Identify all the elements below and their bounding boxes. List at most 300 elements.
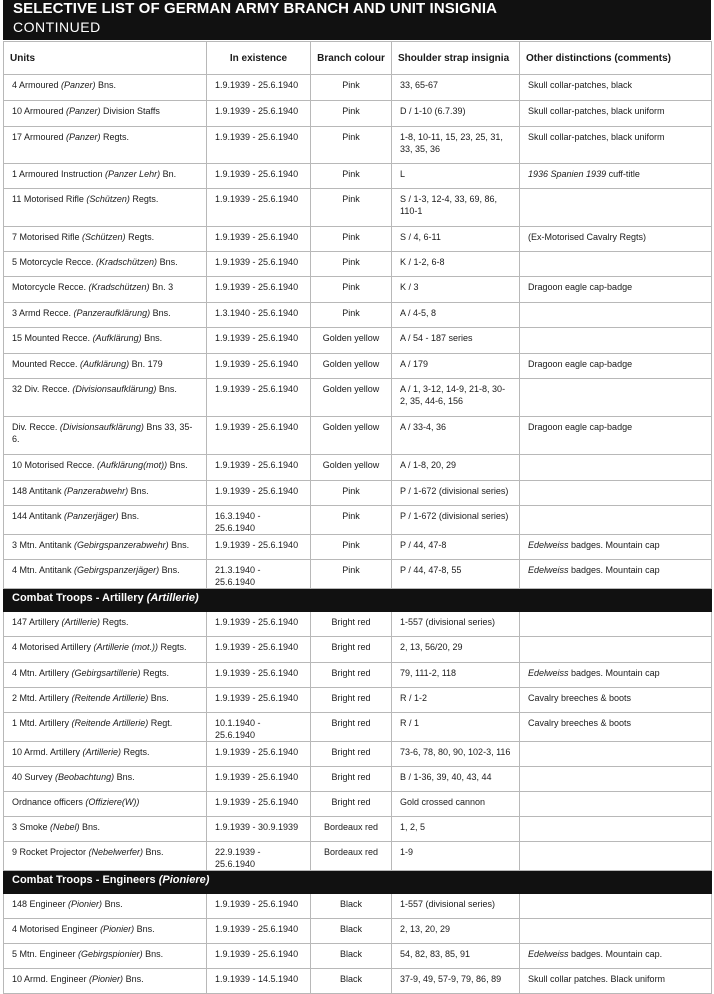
section-label: Combat Troops - Artillery bbox=[12, 592, 147, 604]
cell-existence: 1.9.1939 - 25.6.1940 bbox=[207, 944, 311, 969]
cell-shoulder-strap: L bbox=[392, 164, 520, 189]
unit-german-name: (Artillerie) bbox=[61, 617, 101, 627]
cell-other-distinctions bbox=[520, 354, 712, 379]
cell-other-distinctions bbox=[520, 189, 712, 227]
table-row bbox=[4, 842, 712, 871]
cell-shoulder-strap: A / 179 bbox=[392, 354, 520, 379]
distinction-text: Skull collar-patches, black uniform bbox=[528, 106, 665, 116]
unit-german-name: (Reitende Artillerie) bbox=[71, 718, 149, 728]
unit-name: 148 Antitank bbox=[12, 486, 65, 496]
cell-unit bbox=[4, 663, 207, 688]
unit-german-name: (Panzer) bbox=[66, 132, 101, 142]
unit-name: 10 Motorised Recce. bbox=[12, 460, 98, 470]
cell-existence: 1.9.1939 - 25.6.1940 bbox=[207, 481, 311, 506]
cell-existence: 1.9.1939 - 25.6.1940 bbox=[207, 227, 311, 252]
cell-branch-colour: Pink bbox=[311, 164, 392, 189]
cell-unit bbox=[4, 354, 207, 379]
unit-suffix: Bn. 3 bbox=[149, 282, 174, 292]
cell-branch-colour: Bright red bbox=[311, 688, 392, 713]
cell-unit bbox=[4, 455, 207, 481]
cell-existence: 1.9.1939 - 25.6.1940 bbox=[207, 379, 311, 417]
distinction-text: Cavalry breeches & boots bbox=[528, 693, 632, 703]
table-row bbox=[4, 742, 712, 767]
unit-name: 2 Mtd. Artillery bbox=[12, 693, 72, 703]
distinction-text: badges. Mountain cap bbox=[568, 668, 660, 678]
unit-suffix: Bn. bbox=[160, 169, 177, 179]
cell-branch-colour: Pink bbox=[311, 101, 392, 127]
cell-shoulder-strap: S / 4, 6-11 bbox=[392, 227, 520, 252]
table-row bbox=[4, 481, 712, 506]
unit-german-name: (Pionier) bbox=[89, 974, 124, 984]
unit-name: 17 Armoured bbox=[12, 132, 67, 142]
cell-shoulder-strap: 2, 13, 20, 29 bbox=[392, 919, 520, 944]
cell-other-distinctions bbox=[520, 919, 712, 944]
distinction-text: Skull collar patches. Black uniform bbox=[528, 974, 666, 984]
unit-suffix: Bns. bbox=[143, 847, 164, 857]
cell-other-distinctions bbox=[520, 252, 712, 277]
header-in-existence: In existence bbox=[207, 42, 311, 75]
unit-german-name: (Panzer) bbox=[61, 80, 96, 90]
unit-german-name: (Panzer) bbox=[66, 106, 101, 116]
unit-name: 10 Armd. Engineer bbox=[12, 974, 90, 984]
cell-existence: 1.9.1939 - 25.6.1940 bbox=[207, 688, 311, 713]
header-other-distinctions: Other distinctions (comments) bbox=[520, 42, 712, 75]
unit-suffix: Bn. 179 bbox=[129, 359, 163, 369]
cell-other-distinctions bbox=[520, 688, 712, 713]
page-title: SELECTIVE LIST OF GERMAN ARMY BRANCH AND UNIT INSIGNIA bbox=[13, 0, 498, 17]
unit-suffix: Division Staffs bbox=[100, 106, 160, 116]
cell-shoulder-strap: A / 1, 3-12, 14-9, 21-8, 30-2, 35, 44-6, 156 bbox=[392, 379, 520, 417]
cell-unit bbox=[4, 713, 207, 742]
cell-branch-colour: Pink bbox=[311, 303, 392, 328]
unit-name: Motorcycle Recce. bbox=[12, 282, 89, 292]
cell-unit bbox=[4, 328, 207, 354]
unit-name: 147 Artillery bbox=[12, 617, 62, 627]
unit-name: 1 Armoured Instruction bbox=[12, 169, 106, 179]
cell-shoulder-strap: 54, 82, 83, 85, 91 bbox=[392, 944, 520, 969]
table-row bbox=[4, 354, 712, 379]
cell-unit bbox=[4, 379, 207, 417]
distinction-text: Dragoon eagle cap-badge bbox=[528, 422, 633, 432]
cell-existence: 1.9.1939 - 25.6.1940 bbox=[207, 535, 311, 560]
cell-other-distinctions bbox=[520, 713, 712, 742]
unit-suffix: Bns. bbox=[148, 693, 169, 703]
unit-suffix: Bns 33, 35-6. bbox=[12, 422, 193, 444]
cell-other-distinctions bbox=[520, 894, 712, 919]
cell-other-distinctions bbox=[520, 506, 712, 535]
unit-suffix: Bns. bbox=[95, 80, 117, 90]
cell-other-distinctions bbox=[520, 969, 712, 994]
cell-existence: 1.3.1940 - 25.6.1940 bbox=[207, 303, 311, 328]
table-row bbox=[4, 560, 712, 589]
table-row bbox=[4, 455, 712, 481]
cell-unit bbox=[4, 252, 207, 277]
unit-german-name: (Beobachtung) bbox=[55, 772, 115, 782]
cell-unit bbox=[4, 560, 207, 589]
distinction-text: Dragoon eagle cap-badge bbox=[528, 282, 633, 292]
cell-branch-colour: Bright red bbox=[311, 767, 392, 792]
unit-german-name: (Artillerie (mot.)) bbox=[93, 642, 159, 652]
unit-name: 10 Armd. Artillery bbox=[12, 747, 83, 757]
unit-german-name: (Artillerie) bbox=[82, 747, 122, 757]
title-banner bbox=[3, 0, 711, 40]
cell-unit bbox=[4, 417, 207, 455]
cell-unit bbox=[4, 969, 207, 994]
table-row bbox=[4, 894, 712, 919]
cell-shoulder-strap: P / 44, 47-8, 55 bbox=[392, 560, 520, 589]
unit-suffix: Regts. bbox=[158, 642, 187, 652]
cell-branch-colour: Pink bbox=[311, 252, 392, 277]
section-label-german: (Pioniere) bbox=[158, 874, 210, 886]
cell-shoulder-strap: S / 1-3, 12-4, 33, 69, 86, 110-1 bbox=[392, 189, 520, 227]
cell-shoulder-strap: 1-8, 10-11, 15, 23, 25, 31, 33, 35, 36 bbox=[392, 127, 520, 164]
cell-branch-colour: Bright red bbox=[311, 612, 392, 637]
unit-name: 32 Div. Recce. bbox=[12, 384, 73, 394]
section-header bbox=[4, 871, 712, 894]
cell-branch-colour: Black bbox=[311, 894, 392, 919]
unit-german-name: (Gebirgsartillerie) bbox=[71, 668, 141, 678]
unit-suffix: Regts. bbox=[100, 132, 130, 142]
unit-name: 148 Engineer bbox=[12, 899, 69, 909]
cell-existence: 1.9.1939 - 25.6.1940 bbox=[207, 919, 311, 944]
cell-branch-colour: Bordeaux red bbox=[311, 842, 392, 871]
cell-branch-colour: Bright red bbox=[311, 792, 392, 817]
unit-german-name: (Schützen) bbox=[82, 232, 126, 242]
cell-existence: 1.9.1939 - 25.6.1940 bbox=[207, 767, 311, 792]
distinction-italic: Edelweiss bbox=[528, 565, 569, 575]
section-label: Combat Troops - Engineers bbox=[12, 874, 159, 886]
table-row bbox=[4, 637, 712, 663]
distinction-text: Skull collar-patches, black uniform bbox=[528, 132, 665, 142]
cell-unit bbox=[4, 506, 207, 535]
cell-other-distinctions bbox=[520, 379, 712, 417]
distinction-text: cuff-title bbox=[606, 169, 640, 179]
cell-shoulder-strap: A / 33-4, 36 bbox=[392, 417, 520, 455]
cell-branch-colour: Black bbox=[311, 944, 392, 969]
cell-shoulder-strap: 2, 13, 56/20, 29 bbox=[392, 637, 520, 663]
table-row bbox=[4, 944, 712, 969]
cell-branch-colour: Pink bbox=[311, 189, 392, 227]
distinction-text: badges. Mountain cap. bbox=[568, 949, 663, 959]
cell-other-distinctions bbox=[520, 101, 712, 127]
cell-branch-colour: Pink bbox=[311, 560, 392, 589]
cell-branch-colour: Pink bbox=[311, 506, 392, 535]
cell-other-distinctions bbox=[520, 842, 712, 871]
table-row bbox=[4, 101, 712, 127]
cell-unit bbox=[4, 637, 207, 663]
cell-other-distinctions bbox=[520, 164, 712, 189]
cell-existence: 1.9.1939 - 25.6.1940 bbox=[207, 354, 311, 379]
cell-other-distinctions bbox=[520, 277, 712, 303]
cell-existence: 1.9.1939 - 25.6.1940 bbox=[207, 277, 311, 303]
table-row bbox=[4, 919, 712, 944]
cell-shoulder-strap: P / 44, 47-8 bbox=[392, 535, 520, 560]
unit-suffix: Bns. bbox=[118, 511, 140, 521]
cell-other-distinctions bbox=[520, 303, 712, 328]
unit-name: 4 Mtn. Artillery bbox=[12, 668, 72, 678]
unit-suffix: Bns. bbox=[102, 899, 123, 909]
cell-existence: 22.9.1939 - 25.6.1940 bbox=[207, 842, 311, 871]
table-row bbox=[4, 277, 712, 303]
cell-unit bbox=[4, 303, 207, 328]
table-row bbox=[4, 252, 712, 277]
table-row bbox=[4, 535, 712, 560]
unit-name: 1 Mtd. Artillery bbox=[12, 718, 72, 728]
cell-unit bbox=[4, 164, 207, 189]
distinction-italic: Edelweiss bbox=[528, 540, 569, 550]
cell-shoulder-strap: B / 1-36, 39, 40, 43, 44 bbox=[392, 767, 520, 792]
table-row bbox=[4, 612, 712, 637]
unit-suffix: Bns. bbox=[134, 924, 155, 934]
cell-existence: 16.3.1940 - 25.6.1940 bbox=[207, 506, 311, 535]
cell-shoulder-strap: 37-9, 49, 57-9, 79, 86, 89 bbox=[392, 969, 520, 994]
unit-german-name: (Offiziere(W)) bbox=[85, 797, 140, 807]
unit-suffix: Bns. bbox=[142, 949, 164, 959]
distinction-italic: Edelweiss bbox=[528, 668, 569, 678]
cell-branch-colour: Pink bbox=[311, 75, 392, 101]
cell-branch-colour: Golden yellow bbox=[311, 379, 392, 417]
unit-german-name: (Panzerjäger) bbox=[64, 511, 119, 521]
unit-name: 10 Armoured bbox=[12, 106, 67, 116]
unit-german-name: (Reitende Artillerie) bbox=[71, 693, 149, 703]
cell-unit bbox=[4, 742, 207, 767]
table-row bbox=[4, 379, 712, 417]
cell-other-distinctions bbox=[520, 792, 712, 817]
cell-existence: 1.9.1939 - 14.5.1940 bbox=[207, 969, 311, 994]
cell-other-distinctions bbox=[520, 944, 712, 969]
unit-suffix: Bns. bbox=[157, 257, 178, 267]
unit-suffix: Bns. bbox=[141, 333, 163, 343]
cell-shoulder-strap: K / 3 bbox=[392, 277, 520, 303]
unit-name: 5 Motorcycle Recce. bbox=[12, 257, 97, 267]
cell-unit bbox=[4, 535, 207, 560]
cell-unit bbox=[4, 944, 207, 969]
unit-suffix: Regts. bbox=[140, 668, 170, 678]
cell-unit bbox=[4, 127, 207, 164]
section-title bbox=[4, 589, 712, 612]
cell-other-distinctions bbox=[520, 637, 712, 663]
cell-other-distinctions bbox=[520, 75, 712, 101]
cell-other-distinctions bbox=[520, 663, 712, 688]
cell-shoulder-strap: Gold crossed cannon bbox=[392, 792, 520, 817]
cell-other-distinctions bbox=[520, 328, 712, 354]
unit-name: 4 Mtn. Antitank bbox=[12, 565, 75, 575]
distinction-text: Dragoon eagle cap-badge bbox=[528, 359, 633, 369]
distinction-text: Skull collar-patches, black bbox=[528, 80, 633, 90]
unit-german-name: (Aufklärung) bbox=[92, 333, 142, 343]
cell-existence: 1.9.1939 - 25.6.1940 bbox=[207, 164, 311, 189]
cell-shoulder-strap: A / 54 - 187 series bbox=[392, 328, 520, 354]
cell-shoulder-strap: 79, 111-2, 118 bbox=[392, 663, 520, 688]
unit-name: 3 Smoke bbox=[12, 822, 51, 832]
cell-existence: 1.9.1939 - 25.6.1940 bbox=[207, 417, 311, 455]
unit-name: 4 Armoured bbox=[12, 80, 62, 90]
cell-unit bbox=[4, 919, 207, 944]
unit-suffix: Bns. bbox=[123, 974, 144, 984]
cell-branch-colour: Black bbox=[311, 919, 392, 944]
cell-shoulder-strap: A / 4-5, 8 bbox=[392, 303, 520, 328]
cell-existence: 10.1.1940 - 25.6.1940 bbox=[207, 713, 311, 742]
cell-unit bbox=[4, 75, 207, 101]
cell-shoulder-strap: A / 1-8, 20, 29 bbox=[392, 455, 520, 481]
unit-german-name: (Gebirgspanzerjäger) bbox=[74, 565, 160, 575]
header-branch-colour: Branch colour bbox=[311, 42, 392, 75]
cell-branch-colour: Bright red bbox=[311, 663, 392, 688]
table-row bbox=[4, 164, 712, 189]
unit-name: 7 Motorised Rifle bbox=[12, 232, 83, 242]
cell-shoulder-strap: 1-9 bbox=[392, 842, 520, 871]
cell-unit bbox=[4, 894, 207, 919]
unit-suffix: Bns. bbox=[128, 486, 149, 496]
cell-branch-colour: Pink bbox=[311, 277, 392, 303]
cell-shoulder-strap: P / 1-672 (divisional series) bbox=[392, 481, 520, 506]
cell-shoulder-strap: 1-557 (divisional series) bbox=[392, 612, 520, 637]
unit-name: 9 Rocket Projector bbox=[12, 847, 89, 857]
cell-unit bbox=[4, 688, 207, 713]
distinction-text: badges. Mountain cap bbox=[568, 540, 660, 550]
cell-shoulder-strap: 1, 2, 5 bbox=[392, 817, 520, 842]
unit-german-name: (Gebirgspionier) bbox=[78, 949, 143, 959]
cell-other-distinctions bbox=[520, 817, 712, 842]
unit-german-name: (Kradschützen) bbox=[96, 257, 158, 267]
cell-branch-colour: Pink bbox=[311, 535, 392, 560]
unit-suffix: Bns. bbox=[167, 460, 188, 470]
unit-german-name: (Pionier) bbox=[100, 924, 135, 934]
cell-existence: 21.3.1940 - 25.6.1940 bbox=[207, 560, 311, 589]
unit-name: 40 Survey bbox=[12, 772, 56, 782]
cell-branch-colour: Pink bbox=[311, 481, 392, 506]
unit-german-name: (Divisionsaufklärung) bbox=[59, 422, 144, 432]
table-row bbox=[4, 713, 712, 742]
unit-german-name: (Gebirgspanzerabwehr) bbox=[74, 540, 169, 550]
table-row bbox=[4, 227, 712, 252]
cell-existence: 1.9.1939 - 25.6.1940 bbox=[207, 455, 311, 481]
distinction-text: (Ex-Motorised Cavalry Regts) bbox=[528, 232, 647, 242]
cell-existence: 1.9.1939 - 25.6.1940 bbox=[207, 101, 311, 127]
cell-other-distinctions bbox=[520, 535, 712, 560]
unit-name: 15 Mounted Recce. bbox=[12, 333, 93, 343]
cell-unit bbox=[4, 842, 207, 871]
unit-suffix: Regts. bbox=[125, 232, 155, 242]
unit-name: Mounted Recce. bbox=[12, 359, 81, 369]
cell-existence: 1.9.1939 - 25.6.1940 bbox=[207, 637, 311, 663]
cell-shoulder-strap: 33, 65-67 bbox=[392, 75, 520, 101]
cell-branch-colour: Black bbox=[311, 969, 392, 994]
table-row bbox=[4, 792, 712, 817]
unit-suffix: Bns. bbox=[168, 540, 190, 550]
cell-other-distinctions bbox=[520, 455, 712, 481]
cell-other-distinctions bbox=[520, 612, 712, 637]
table-row bbox=[4, 303, 712, 328]
unit-german-name: (Kradschützen) bbox=[88, 282, 150, 292]
unit-suffix: Bns. bbox=[79, 822, 101, 832]
unit-suffix: Bns. bbox=[159, 565, 180, 575]
table-row bbox=[4, 127, 712, 164]
unit-german-name: (Aufklärung(mot)) bbox=[97, 460, 168, 470]
unit-german-name: (Aufklärung) bbox=[80, 359, 130, 369]
section-header bbox=[4, 589, 712, 612]
cell-other-distinctions bbox=[520, 560, 712, 589]
table-row bbox=[4, 417, 712, 455]
cell-shoulder-strap: 1-557 (divisional series) bbox=[392, 894, 520, 919]
cell-shoulder-strap: D / 1-10 (6.7.39) bbox=[392, 101, 520, 127]
unit-suffix: Regts. bbox=[121, 747, 150, 757]
table-row bbox=[4, 75, 712, 101]
cell-existence: 1.9.1939 - 30.9.1939 bbox=[207, 817, 311, 842]
cell-branch-colour: Golden yellow bbox=[311, 328, 392, 354]
section-label-german: (Artillerie) bbox=[146, 592, 199, 604]
unit-german-name: (Nebel) bbox=[50, 822, 80, 832]
cell-other-distinctions bbox=[520, 742, 712, 767]
table-row bbox=[4, 328, 712, 354]
cell-unit bbox=[4, 767, 207, 792]
cell-unit bbox=[4, 792, 207, 817]
unit-german-name: (Divisionsaufklärung) bbox=[72, 384, 157, 394]
table-row bbox=[4, 506, 712, 535]
cell-existence: 1.9.1939 - 25.6.1940 bbox=[207, 75, 311, 101]
cell-existence: 1.9.1939 - 25.6.1940 bbox=[207, 742, 311, 767]
cell-existence: 1.9.1939 - 25.6.1940 bbox=[207, 252, 311, 277]
table-row bbox=[4, 663, 712, 688]
cell-shoulder-strap: R / 1-2 bbox=[392, 688, 520, 713]
unit-german-name: (Panzer Lehr) bbox=[105, 169, 161, 179]
unit-german-name: (Panzeraufklärung) bbox=[73, 308, 151, 318]
header-units: Units bbox=[4, 42, 207, 75]
cell-other-distinctions bbox=[520, 417, 712, 455]
unit-name: 144 Antitank bbox=[12, 511, 65, 521]
unit-suffix: Bns. bbox=[150, 308, 171, 318]
cell-branch-colour: Golden yellow bbox=[311, 354, 392, 379]
unit-suffix: Regt. bbox=[148, 718, 173, 728]
unit-name: 11 Motorised Rifle bbox=[12, 194, 87, 204]
unit-suffix: Bns. bbox=[156, 384, 177, 394]
cell-shoulder-strap: R / 1 bbox=[392, 713, 520, 742]
page-subtitle: CONTINUED bbox=[13, 19, 101, 35]
unit-name: 4 Motorised Engineer bbox=[12, 924, 101, 934]
table-row bbox=[4, 969, 712, 994]
unit-suffix: Regts. bbox=[100, 617, 129, 627]
cell-branch-colour: Pink bbox=[311, 227, 392, 252]
cell-other-distinctions bbox=[520, 127, 712, 164]
cell-branch-colour: Pink bbox=[311, 127, 392, 164]
cell-branch-colour: Bordeaux red bbox=[311, 817, 392, 842]
cell-branch-colour: Bright red bbox=[311, 637, 392, 663]
cell-unit bbox=[4, 817, 207, 842]
cell-existence: 1.9.1939 - 25.6.1940 bbox=[207, 127, 311, 164]
unit-name: 5 Mtn. Engineer bbox=[12, 949, 79, 959]
cell-branch-colour: Bright red bbox=[311, 713, 392, 742]
table-row bbox=[4, 817, 712, 842]
unit-suffix: Bns. bbox=[114, 772, 135, 782]
section-title bbox=[4, 871, 712, 894]
cell-existence: 1.9.1939 - 25.6.1940 bbox=[207, 612, 311, 637]
table-body bbox=[4, 75, 712, 994]
cell-existence: 1.9.1939 - 25.6.1940 bbox=[207, 189, 311, 227]
header-row bbox=[4, 42, 712, 75]
cell-branch-colour: Golden yellow bbox=[311, 455, 392, 481]
cell-other-distinctions bbox=[520, 227, 712, 252]
cell-shoulder-strap: 73-6, 78, 80, 90, 102-3, 116 bbox=[392, 742, 520, 767]
table-row bbox=[4, 688, 712, 713]
cell-unit bbox=[4, 277, 207, 303]
unit-name: Div. Recce. bbox=[12, 422, 60, 432]
table-row bbox=[4, 189, 712, 227]
unit-suffix: Regts. bbox=[129, 194, 159, 204]
unit-name: 4 Motorised Artillery bbox=[12, 642, 94, 652]
cell-existence: 1.9.1939 - 25.6.1940 bbox=[207, 328, 311, 354]
insignia-table bbox=[3, 41, 712, 994]
cell-existence: 1.9.1939 - 25.6.1940 bbox=[207, 792, 311, 817]
